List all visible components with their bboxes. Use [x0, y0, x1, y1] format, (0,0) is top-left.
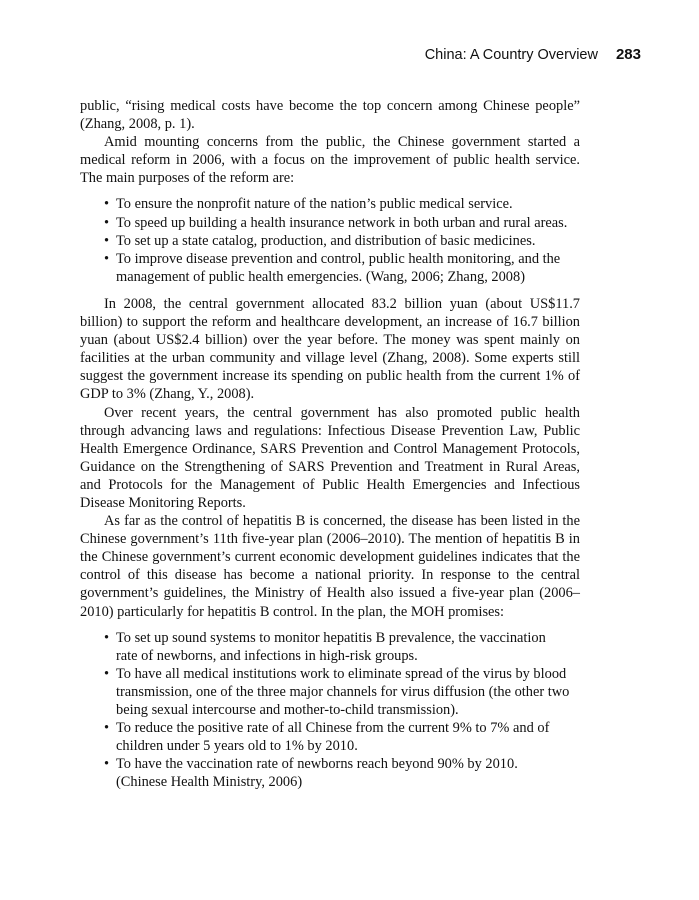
reform-purposes-list — [80, 195, 580, 285]
list-item: • To speed up building a health insurance network in both urban and rural areas. — [116, 214, 570, 232]
paragraph-hepatitis: As far as the control of hepatitis B is concerned, the disease has been listed in the Chinese government’s 11th five-year plan (2006–2010). The mention of hepatitis B in the Chinese government’s current economic development guidelines indicates that the control of this disease has become a national priority. In response to the central government’s guidelines, the Ministry of Health also issued a five-year plan (2006–2010) particularly for hepatitis B control. In the plan, the MOH promises: — [80, 513, 580, 620]
list-item: • To have all medical institutions work to eliminate spread of the virus by blood transmission, one of the three major channels for virus diffusion (the other two being sexual intercourse and mother-to-child transmission). — [116, 665, 570, 719]
paragraph-funding: In 2008, the central government allocated 83.2 billion yuan (about US$11.7 billion) to support the reform and healthcare development, an increase of 16.7 billion yuan (about US$2.4 billion) over the year before. The money was spent mainly on facilities at the urban community and village level (Zhang, 2008). Some experts still suggest the government increase its spending on public health from the current 1% of GDP to 3% (Zhang, Y., 2008). — [80, 295, 580, 403]
list-item: • To reduce the positive rate of all Chinese from the current 9% to 7% and of children under 5 years old to 1% by 2010. — [116, 719, 570, 755]
page-body — [80, 97, 580, 800]
paragraph-laws: Over recent years, the central government has also promoted public health through advancing laws and regulations: Infectious Disease Prevention Law, Public Health Emergence Ordinance, SARS Prevention and Control Management Protocols, Guidance on the Strengthening of SARS Prevention and Treatment in Rural Areas, and Protocols for the Management of Public Health Emergencies and Infectious Disease Monitoring Reports. — [80, 404, 580, 511]
moh-promises-list — [80, 629, 580, 792]
page-number: 283 — [615, 46, 641, 63]
paragraph-reform: Amid mounting concerns from the public, the Chinese government started a medical reform in 2006, with a focus on the improvement of public health service. The main purposes of the reform are: — [80, 134, 580, 187]
list-item: • To set up a state catalog, production, and distribution of basic medicines. — [116, 232, 570, 250]
paragraph-continued: public, “rising medical costs have become the top concern among Chinese people” (Zhang, 2008, p. 1). — [80, 98, 580, 133]
running-header — [425, 46, 641, 63]
running-title: China: A Country Overview — [424, 47, 598, 63]
list-item: • To set up sound systems to monitor hepatitis B prevalence, the vaccination rate of newborns, and infections in high-risk groups. — [116, 629, 570, 665]
list-item: • To ensure the nonprofit nature of the nation’s public medical service. — [116, 195, 570, 213]
list-item: • To have the vaccination rate of newborns reach beyond 90% by 2010. (Chinese Health Ministry, 2006) — [116, 755, 570, 791]
list-item: • To improve disease prevention and control, public health monitoring, and the management of public health emergencies. (Wang, 2006; Zhang, 2008) — [116, 250, 570, 286]
